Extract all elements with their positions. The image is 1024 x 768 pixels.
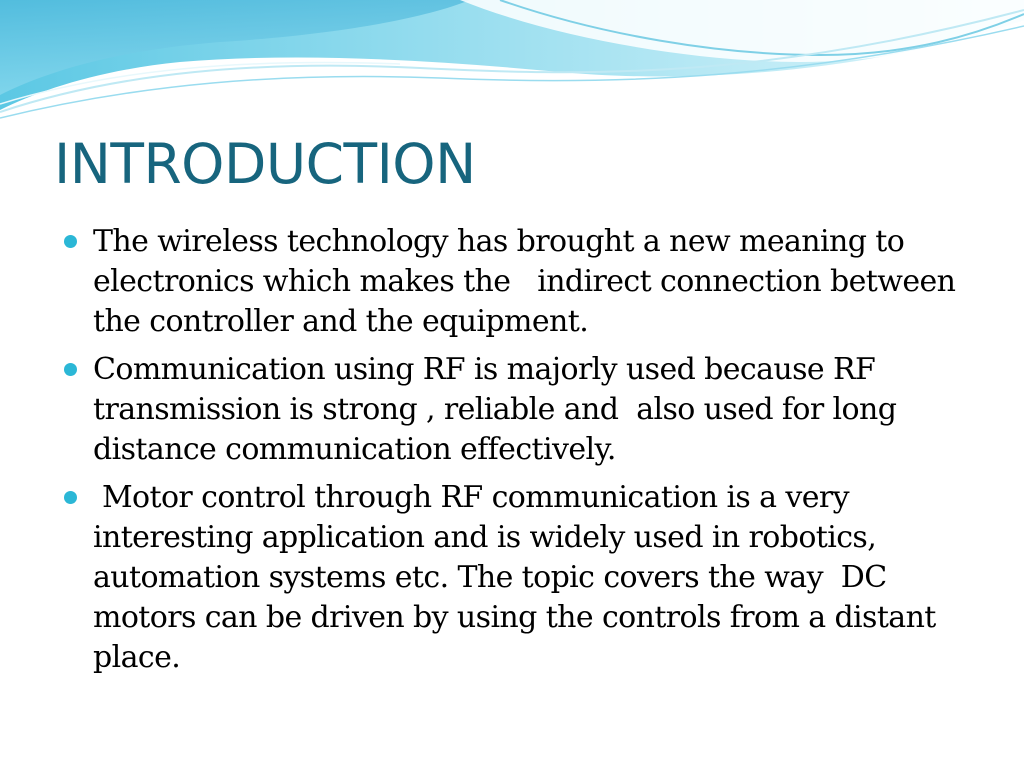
bullet-marker-icon — [64, 235, 77, 248]
slide-title: INTRODUCTION — [54, 132, 476, 196]
bullet-marker-icon — [64, 491, 77, 504]
bullet-marker-icon — [64, 363, 77, 376]
bullet-item — [62, 350, 982, 470]
bullet-text: Communication using RF is majorly used because RF transmission is strong , reliable and also used for long distance communication effectively. — [93, 352, 906, 467]
bullet-item — [62, 478, 982, 678]
bullet-text: The wireless technology has brought a new meaning to electronics which makes the indirect connection between the controller and the equipment. — [93, 224, 965, 339]
bullet-text: Motor control through RF communication is a very interesting application and is widely used in robotics, automation systems etc. The topic covers the way DC motors can be driven by using the controls from a distant place. — [93, 480, 945, 675]
bullet-item — [62, 222, 982, 342]
bullet-list — [62, 222, 982, 686]
header-wave-decoration — [0, 0, 1024, 130]
